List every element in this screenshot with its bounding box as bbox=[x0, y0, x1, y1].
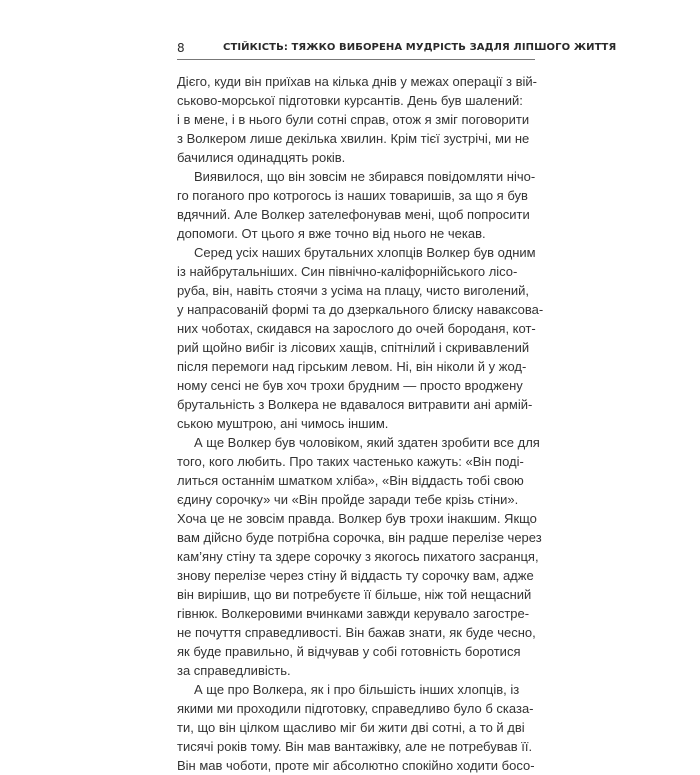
text-line: Хоча це не зовсім правда. Волкер був трохи інакшим. Якщо bbox=[177, 511, 537, 526]
text-line: того, кого любить. Про таких частенько кажуть: «Він поді- bbox=[177, 454, 524, 469]
text-line: Він мав чоботи, проте міг абсолютно спокійно ходити босо- bbox=[177, 758, 535, 773]
running-header bbox=[177, 40, 617, 60]
text-line: за справедливість. bbox=[177, 663, 291, 678]
text-line: вам дійсно буде потрібна сорочка, він радше перелізе через bbox=[177, 530, 542, 545]
text-line: із найбрутальніших. Син північно-каліфорнійського лісо- bbox=[177, 264, 518, 279]
text-line: тисячі років тому. Він мав вантажівку, але не потребував її. bbox=[177, 739, 533, 754]
text-line: литься останнім шматком хліба», «Він віддасть тобі свою bbox=[177, 473, 524, 488]
text-line: з Волкером лише декілька хвилин. Крім тієї зустрічі, ми не bbox=[177, 131, 530, 146]
text-line: ськово-морської підготовки курсантів. День був шалений: bbox=[177, 93, 523, 108]
header-rule bbox=[177, 59, 535, 60]
text-line: ти, що він цілком щасливо міг би жити дві сотні, а то й дві bbox=[177, 720, 525, 735]
text-line: бачилися одинадцять років. bbox=[177, 150, 346, 165]
text-line: після перемоги над гірським левом. Ні, він ніколи й у жод- bbox=[177, 359, 527, 374]
text-line: руба, він, навіть стоячи з усіма на плацу, чисто виголений, bbox=[177, 283, 530, 298]
body-text bbox=[177, 72, 544, 775]
text-line: у напрасованій формі та до дзеркального блиску наваксова- bbox=[177, 302, 544, 317]
paragraph-first-line: А ще про Волкера, як і про більшість інших хлопців, із bbox=[194, 682, 520, 697]
text-line: ською муштрою, ані чимось іншим. bbox=[177, 416, 389, 431]
text-line: Дієго, куди він приїхав на кілька днів у межах операції з вій- bbox=[177, 74, 538, 89]
text-line: брутальність з Волкера не вдавалося витравити ані армій- bbox=[177, 397, 533, 412]
text-line: ному сенсі не був хоч трохи брудним — просто вроджену bbox=[177, 378, 523, 393]
text-line: єдину сорочку» чи «Він пройде заради тебе крізь стіни». bbox=[177, 492, 519, 507]
text-line: кам’яну стіну та здере сорочку з якогось пихатого засранця, bbox=[177, 549, 539, 564]
text-line: го поганого про котрогось із наших товаришів, за що я був bbox=[177, 188, 528, 203]
running-title: СТІЙКІСТЬ: ТЯЖКО ВИБОРЕНА МУДРІСТЬ ЗАДЛЯ ЛІПШОГО ЖИТТЯ bbox=[223, 42, 617, 53]
text-line: гівнюк. Волкеровими вчинками завжди керувало загостре- bbox=[177, 606, 530, 621]
text-line: і в мене, і в нього були сотні справ, отож я зміг поговорити bbox=[177, 112, 530, 127]
paragraph-first-line: Виявилося, що він зовсім не збирався повідомляти нічо- bbox=[194, 169, 536, 184]
text-line: якими ми проходили підготовку, справедливо було б сказа- bbox=[177, 701, 534, 716]
text-line: знову перелізе через стіну й віддасть ту сорочку вам, адже bbox=[177, 568, 534, 583]
page-number: 8 bbox=[177, 41, 185, 55]
text-line: він вирішив, що ви потребуєте її більше, ніж той нещасний bbox=[177, 587, 532, 602]
paragraph-first-line: Серед усіх наших брутальних хлопців Волкер був одним bbox=[194, 245, 536, 260]
text-line: вдячний. Але Волкер зателефонував мені, щоб попросити bbox=[177, 207, 530, 222]
text-line: не почуття справедливості. Він бажав знати, як буде чесно, bbox=[177, 625, 536, 640]
text-line: допомоги. От цього я вже точно від нього не чекав. bbox=[177, 226, 486, 241]
paragraph-first-line: А ще Волкер був чоловіком, який здатен зробити все для bbox=[194, 435, 540, 450]
text-line: як буде правильно, й відчував у собі готовність боротися bbox=[177, 644, 521, 659]
text-line: них чоботах, скидався на зарослого до очей бороданя, кот- bbox=[177, 321, 536, 336]
text-line: рий щойно вибіг із лісових хащів, спітнілий і скривавлений bbox=[177, 340, 530, 355]
